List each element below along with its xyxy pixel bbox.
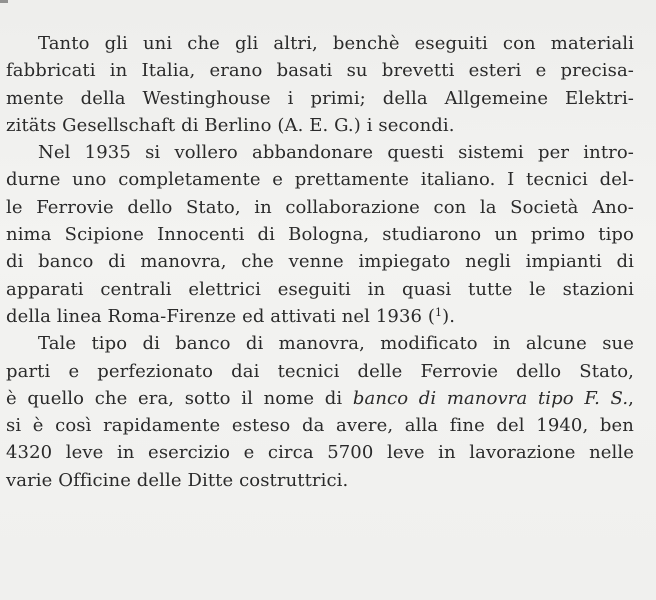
text-line-with-italic [6,385,634,412]
footnote-reference: 1 [435,305,443,319]
text-line-with-footnote [6,303,634,330]
text-segment: è quello che era, sotto il nome di [6,387,353,409]
paragraph-1 [6,30,634,139]
text-line: fabbricati in Italia, erano basati su brevetti esteri e precisa- [6,60,634,82]
italic-term: banco di manovra tipo F. S. [352,387,629,409]
text-line: mente della Westinghouse i primi; della Allgemeine Elektri- [6,87,634,109]
text-line: le Ferrovie dello Stato, in collaborazione con la Società Ano- [6,196,634,218]
text-line: zitäts Gesellschaft di Berlino (A. E. G.) i secondi. [6,114,455,136]
text-line: parti e perfezionato dai tecnici delle Ferrovie dello Stato, [6,360,634,382]
text-line: Nel 1935 si vollero abbandonare questi sistemi per intro- [38,142,634,164]
text-line: 4320 leve in esercizio e circa 5700 leve in lavorazione nelle [6,442,634,464]
text-segment: ). [442,305,456,327]
text-line: nima Scipione Innocenti di Bologna, studiarono un primo tipo [6,224,634,246]
text-segment: della linea Roma-Firenze ed attivati nel 1936 ( [6,305,436,327]
text-line: Tanto gli uni che gli altri, benchè eseguiti con materiali [38,33,634,54]
text-line: Tale tipo di banco di manovra, modificato in alcune sue [38,333,634,355]
text-segment: , [628,387,634,409]
paragraph-3 [6,330,634,494]
text-line: durne uno completamente e prettamente italiano. I tecnici del- [6,169,634,191]
text-line: varie Officine delle Ditte costruttrici. [6,469,349,491]
text-line: apparati centrali elettrici eseguiti in quasi tutte le stazioni [6,278,634,300]
text-line: si è così rapidamente esteso da avere, alla fine del 1940, ben [6,415,634,437]
paragraph-2 [6,139,634,330]
page-corner-mark [0,0,8,3]
body-text [6,30,634,494]
text-line: di banco di manovra, che venne impiegato negli impianti di [6,251,634,273]
